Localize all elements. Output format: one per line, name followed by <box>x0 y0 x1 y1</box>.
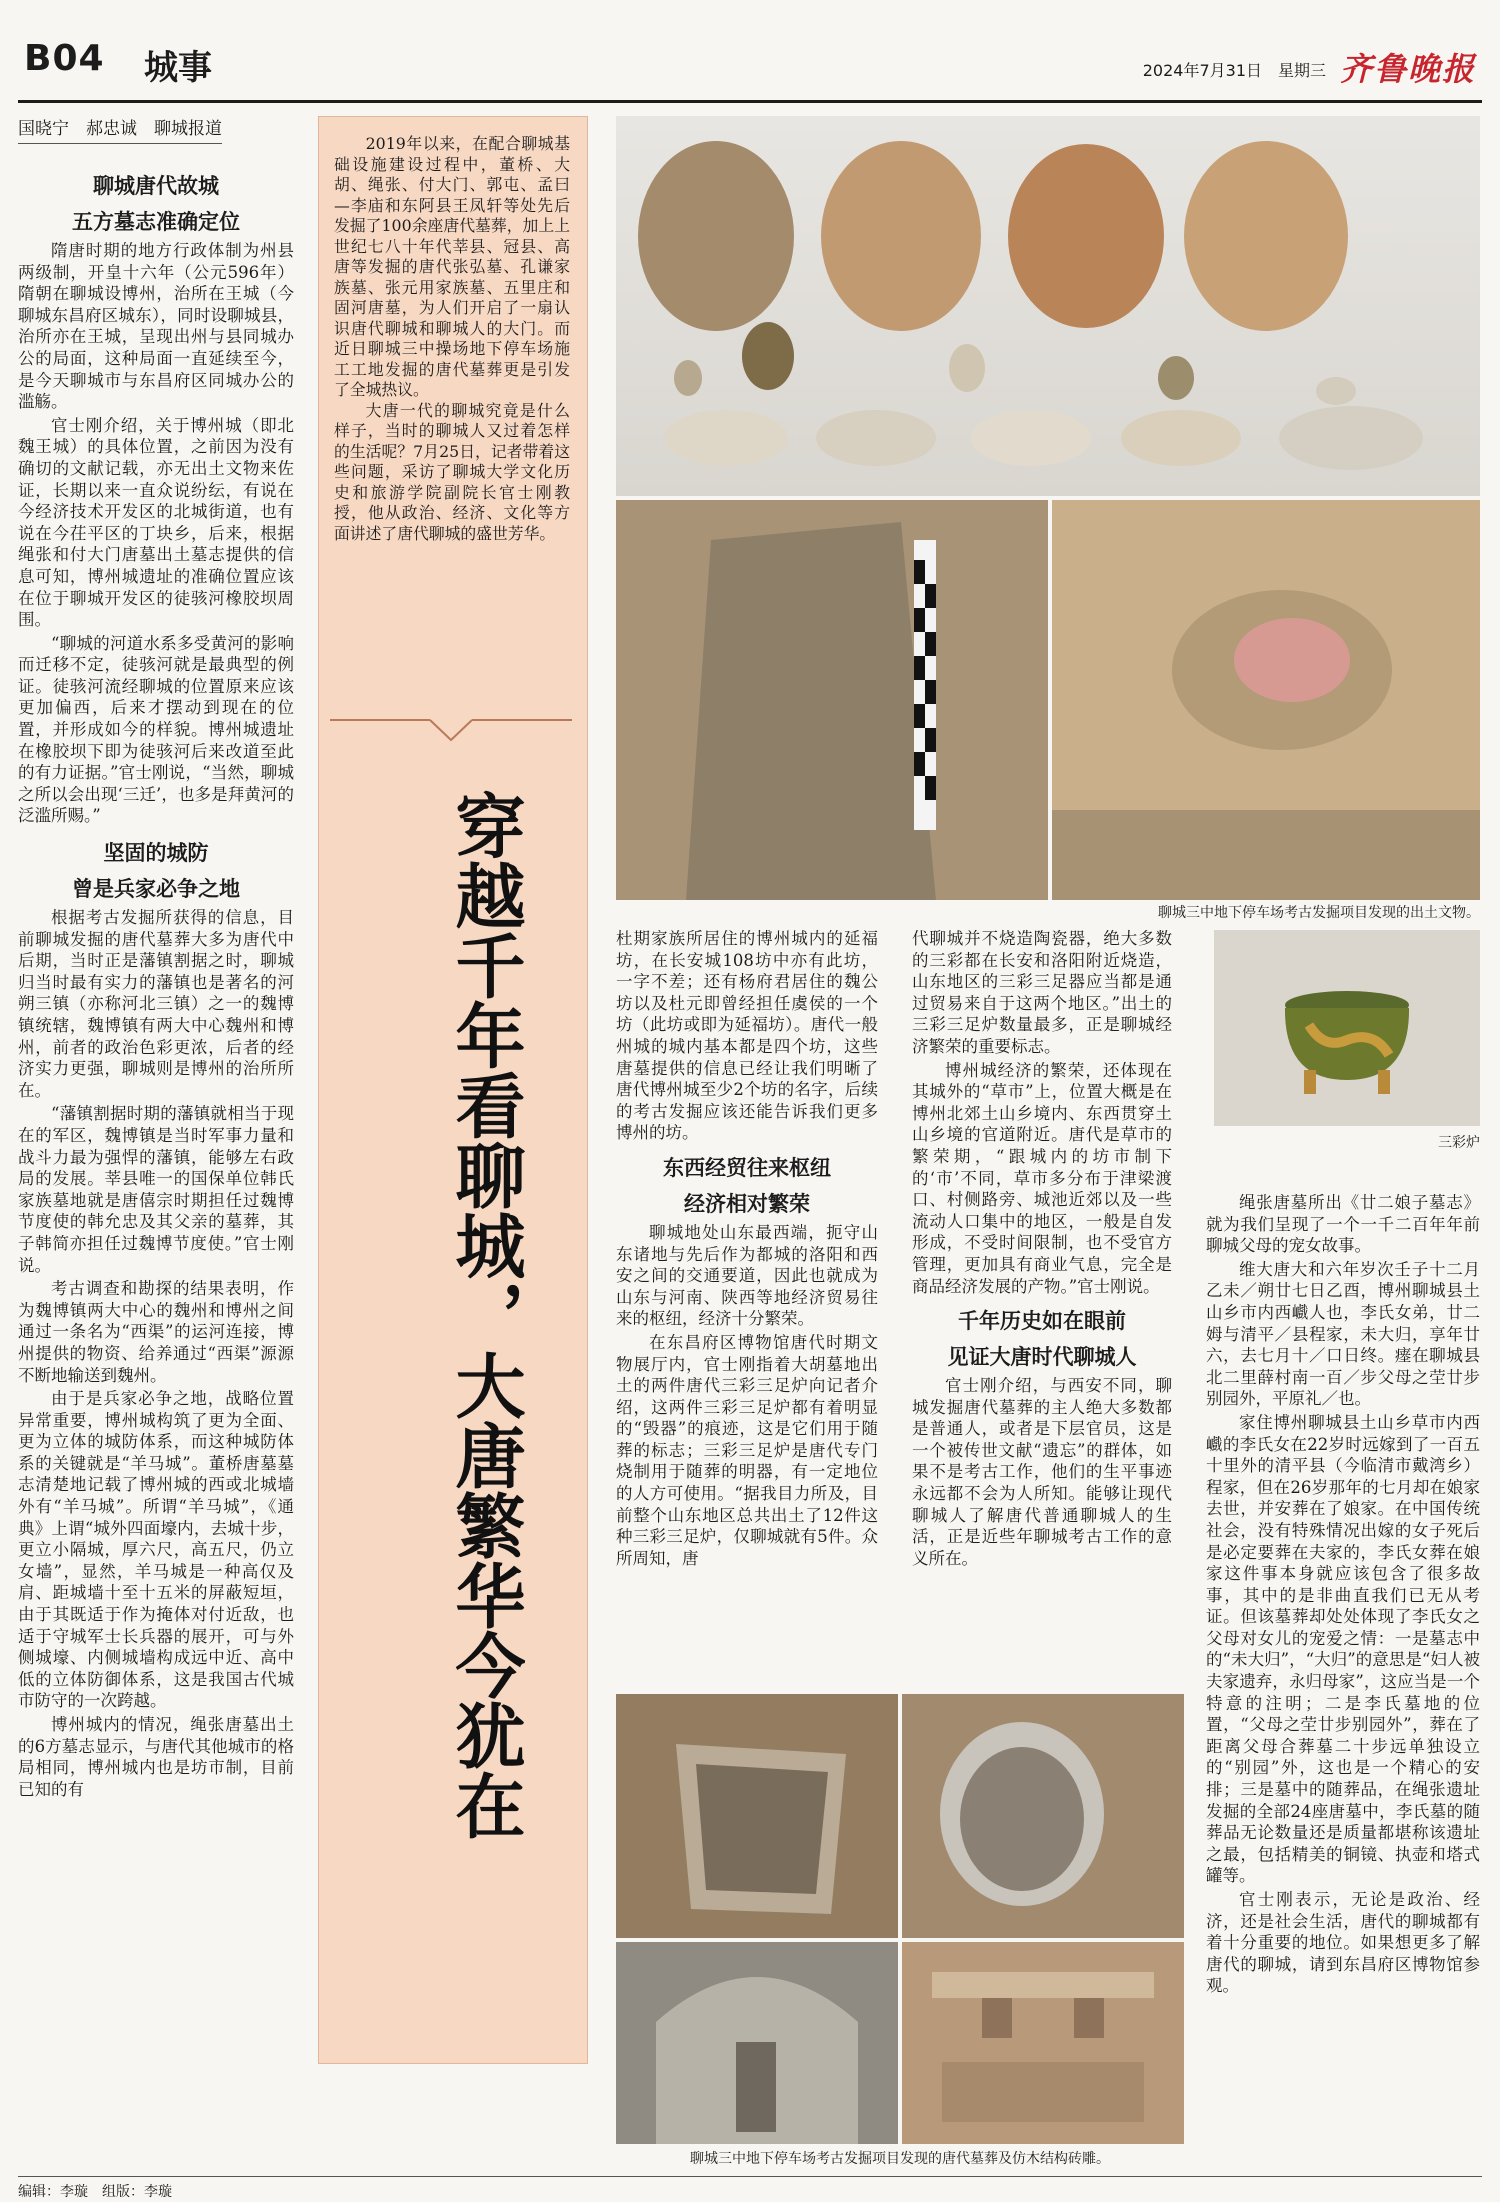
tomb-photo-2 <box>902 1694 1184 1938</box>
subheading-line-2: 经济相对繁荣 <box>684 1191 810 1216</box>
photo-caption-top: 聊城三中地下停车场考古发掘项目发现的出土文物。 <box>1158 905 1480 921</box>
subheading-1-line-2: 五方墓志准确定位 <box>72 210 240 234</box>
subheading-1-line-1: 聊城唐代故城 <box>93 174 219 198</box>
paragraph: 官士刚介绍，与西安不同，聊城发掘唐代墓葬的主人绝大多数都是普通人，或者是下层官员，这是一个被传世文献“遗忘”的群体，如果不是考古工作，他们的生平事迹永远都不会为人所知。能够让现代聊城人了解唐代普通聊城人的生活，正是近些年聊城考古工作的意义所在。 <box>912 1376 1172 1568</box>
column-1 <box>18 168 294 2118</box>
paragraph: 官士刚介绍，关于博州城（即北魏王城）的具体位置，之前因为没有确切的文献记载，亦无出土文物来佐证，长期以来一直众说纷纭，有说在今经济技术开发区的北城街道，也有说在今茌平区的丁块乡，后来，根据绳张和付大门唐墓出土墓志提供的信息可知，博州城遗址的准确位置应该在位于聊城开发区的徒骇河橡胶坝周围。 <box>18 415 294 630</box>
page-number: B04 <box>24 38 105 79</box>
subheading-line-2: 见证大唐时代聊城人 <box>947 1345 1137 1370</box>
photo-caption-bottom: 聊城三中地下停车场考古发掘项目发现的唐代墓葬及仿木结构砖雕。 <box>690 2151 1110 2167</box>
subheading-line-1: 千年历史如在眼前 <box>958 1309 1126 1334</box>
subheading-2-line-1: 坚固的城防 <box>103 841 209 866</box>
footer-credits: 编辑：李璇 组版：李璇 <box>18 2184 172 2200</box>
masthead <box>24 38 1476 100</box>
paragraph: 博州城经济的繁荣，还体现在其城外的“草市”上，位置大概是在博州北郊土山乡境内、东西贯穿土山乡境的官道附近。唐代是草市的繁荣期，“跟城内的坊市制下的‘市’不同，草市多分布于津梁渡口、村侧路旁、城池近郊以及一些流动人口集中的地区，一般是自发形成，不受时间限制，也不受官方管理，更加具有商业气息，完全是商品经济发展的产物。”官士刚说。 <box>912 1060 1172 1296</box>
paragraph: 隋唐时期的地方行政体制为州县两级制，开皇十六年（公元596年）隋朝在聊城设博州，治所在王城（今聊城东昌府区城东），同时设聊城县，治所亦在王城，呈现出州与县同城办公的局面，这种局面一直延续至今，是今天聊城市与东昌府区同城办公的滥觞。 <box>18 241 294 412</box>
issue-date: 2024年7月31日 星期三 <box>1142 61 1326 80</box>
paragraph: 博州城内的情况，绳张唐墓出土的6方墓志显示，与唐代其他城市的格局相同，博州城内也是坊市制，目前已知的有 <box>18 1715 294 1799</box>
paragraph: 杜期家族所居住的博州城内的延福坊，在长安城108坊中亦有此坊，一字不差；还有杨府君居住的魏公坊以及杜元即曾经担任虞侯的一个坊（此坊或即为延福坊）。唐代一般州城的城内基本都是四个坊，这些唐墓提供的信息已经让我们明晰了唐代博州城至少2个坊的名字，后续的考古发掘应该还能告诉我们更多博州的坊。 <box>616 929 878 1143</box>
tomb-photo-1 <box>616 1694 898 1938</box>
pit-photo <box>1052 500 1480 900</box>
paragraph: 官士刚表示，无论是政治、经济，还是社会生活，唐代的聊城都有着十分重要的地位。如果想更多了解唐代的聊城，请到东昌府区博物馆参观。 <box>1206 1890 1480 1996</box>
lead-text <box>334 134 570 544</box>
masthead-rule <box>18 100 1482 103</box>
subheading-2-line-2: 曾是兵家必争之地 <box>72 877 240 902</box>
paragraph: 聊城地处山东最西端，扼守山东诸地与先后作为都城的洛阳和西安之间的交通要道，因此也就成为山东与河南、陕西等地经济贸易往来的枢纽，经济十分繁荣。 <box>616 1222 878 1329</box>
brick-carving-photo <box>902 1942 1184 2144</box>
paragraph: 绳张唐墓所出《廿二娘子墓志》就为我们呈现了一个一千二百年年前聊城父母的宠女故事。 <box>1206 1193 1480 1256</box>
byline: 国晓宁 郝忠诚 聊城报道 <box>18 114 222 144</box>
chevron-down-icon <box>330 716 572 752</box>
pottery-photo <box>616 116 1480 496</box>
column-3 <box>616 928 878 1571</box>
paragraph: 代聊城并不烧造陶瓷器，绝大多数的三彩都在长安和洛阳附近烧造，山东地区的三彩三足器应当都是通过贸易来自于这两个地区。”出土的三彩三足炉数量最多，正是聊城经济繁荣的重要标志。 <box>912 929 1172 1056</box>
paragraph: 考古调查和勘探的结果表明，作为魏博镇两大中心的魏州和博州之间通过一条名为“西渠”的运河连接，博州提供的物资、给养通过“西渠”源源不断地输送到魏州。 <box>18 1279 294 1385</box>
column-4 <box>912 928 1172 1571</box>
newspaper-logo: 齐鲁晚报 <box>1339 50 1476 88</box>
paragraph: 根据考古发掘所获得的信息，目前聊城发掘的唐代墓葬大多为唐代中后期，当时正是藩镇割据之时，聊城归当时最有实力的藩镇也是著名的河朔三镇（亦称河北三镇）之一的魏博镇统辖，魏博镇有两大中心魏州和博州，前者的政治色彩更浓，后者的经济实力更强，聊城则是博州的治所所在。 <box>18 908 294 1100</box>
section-name: 城事 <box>144 48 212 88</box>
paragraph: 由于是兵家必争之地，战略位置异常重要，博州城构筑了更为全面、更为立体的城防体系，而这种城防体系的关键就是“羊马城”。董桥唐墓墓志清楚地记载了博州城的西或北城墙外有“羊马城”。所谓“羊马城”，《通典》上谓“城外四面壕内，去城十步，更立小隔城，厚六尺，高五尺，仍立女墙”，显然，羊马城是一种高仅及肩、距城墙十至十五米的屏蔽短垣，由于其既适于作为掩体对付近敌，也适于守城军士长兵器的展开，可与外侧城壕、内侧城墙构成远中近、高中低的立体防御体系，这是我国古代城市防守的一次跨越。 <box>18 1389 294 1711</box>
paragraph: “藩镇割据时期的藩镇就相当于现在的军区，魏博镇是当时军事力量和战斗力最为强悍的藩镇，能够左右政局的发展。莘县唯一的国保单位韩氏家族墓地就是唐僖宗时期担任过魏博节度使的韩允忠及其父亲的墓葬，其子韩简亦担任过魏博节度使。”官士刚说。 <box>18 1104 294 1275</box>
paragraph: 在东昌府区博物馆唐代时期文物展厅内，官士刚指着大胡墓地出土的两件唐代三彩三足炉向记者介绍，这两件三彩三足炉都有着明显的“毁器”的痕迹，这是它们用于随葬的标志；三彩三足炉是唐代专门烧制用于随葬的明器，有一定地位的人方可使用。“据我目力所及，目前整个山东地区总共出土了12件这种三彩三足炉，仅聊城就有5件。众所周知，唐 <box>616 1332 878 1568</box>
photo-caption-sancai: 三彩炉 <box>1438 1135 1480 1151</box>
paragraph: “聊城的河道水系多受黄河的影响而迁移不定，徒骇河就是最典型的例证。徒骇河流经聊城的位置原来应该更加偏西，后来才摆动到现在的位置，并形成如今的样貌。博州城遗址在橡胶坝下即为徒骇河后来改道至此的有力证据。”官士刚说，“当然，聊城之所以会出现‘三迁’，也多是拜黄河的泛滥所赐。” <box>18 633 294 826</box>
paragraph: 家住博州聊城县土山乡草市内西巇的李氏女在22岁时远嫁到了一百五十里外的清平县（今临清市戴湾乡）程家，但在26岁那年的七月却在娘家去世，并安葬在了娘家。在中国传统社会，没有特殊情况出嫁的女子死后是必定要葬在夫家的，李氏女葬在娘家这件事本身就应该包含了很多故事，其中的是非曲直我们已无从考证。但该墓葬却处处体现了李氏女之父母对女儿的宠爱之情：一是墓志中的“未大归”，“大归”的意思是“妇人被夫家遗弃，永归母家”，这应当是一个特意的注明；二是李氏墓地的位置，“父母之茔廿步别园外”，葬在了距离父母合葬墓二十步远单独设立的“别园”外，这也是一个精心的安排；三是墓中的随葬品，在绳张遗址发掘的全部24座唐墓中，李氏墓的随葬品无论数量还是质量都堪称该遗址之最，包括精美的铜镜、执壶和塔式罐等。 <box>1206 1412 1480 1886</box>
sancai-burner-photo <box>1214 930 1480 1126</box>
column-5 <box>1206 1192 1480 1999</box>
headline: 穿越千年看聊城，大唐繁华今犹在 <box>444 790 527 1840</box>
lead-paragraph-2: 大唐一代的聊城究竟是什么样子，当时的聊城人又过着怎样的生活呢？7月25日，记者带着这些问题，采访了聊城大学文化历史和旅游学院副院长官士刚教授，他从政治、经济、文化等方面讲述了唐代聊城的盛世芳华。 <box>334 400 570 543</box>
footer-rule <box>18 2176 1482 2177</box>
brick-arch-photo <box>616 1942 898 2144</box>
lead-paragraph-1: 2019年以来，在配合聊城基础设施建设过程中，董桥、大胡、绳张、付大门、郭屯、孟曰—李庙和东阿县王凤轩等处先后发掘了100余座唐代墓葬，加上上世纪七八十年代莘县、冠县、高唐等发掘的唐代张弘墓、孔谦家族墓、张元用家族墓、五里庄和固河唐墓，为人们开启了一扇认识唐代聊城和聊城人的大门。而近日聊城三中操场地下停车场施工工地发掘的唐代墓葬更是引发了全城热议。 <box>334 134 570 399</box>
subheading-line-1: 东西经贸往来枢纽 <box>663 1155 831 1180</box>
stele-photo <box>616 500 1048 900</box>
paragraph: 维大唐大和六年岁次壬子十二月乙未／朔廿七日乙酉，博州聊城县土山乡市内西巇人也，李氏女弟，廿二姆与清平／县程家，未大归，享年廿六，去七月十／口日终。瘗在聊城县北二里薛村南一百／步父母之茔廿步别园外，平原礼／也。 <box>1206 1259 1480 1409</box>
